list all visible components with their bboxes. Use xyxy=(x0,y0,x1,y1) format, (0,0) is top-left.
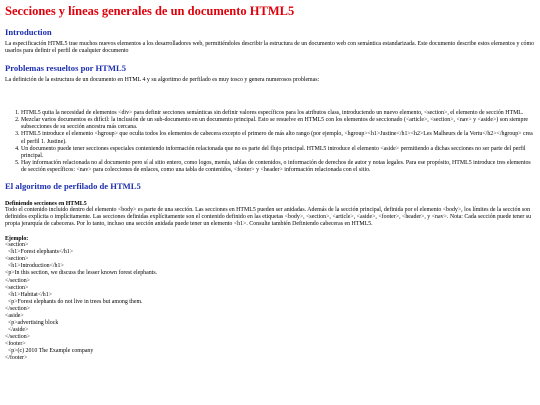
page-title: Secciones y líneas generales de un documento HTML5 xyxy=(5,4,295,18)
intro-section xyxy=(5,27,535,55)
algorithm-section xyxy=(5,181,535,363)
list-item: 2. Mezclar varios documentos es difícil: la inclusión de un sub-documento en un documento principal. Esto se resuelve en HTML5 con los elementos de seccionado (<article>, <section>, <nav> y <aside>) son siempre subsecciones de su sección ancestra más cercana. xyxy=(21,117,535,131)
example-heading: Ejemplo: xyxy=(5,236,29,243)
problems-intro-paragraph: La definición de la estructura de un documento en HTML 4 y su algoritmo de perfilado es muy tosco y genera numerosos problemas: xyxy=(5,77,320,84)
problems-section xyxy=(5,63,535,174)
spacer xyxy=(5,92,535,110)
list-item: 5. Hay información relacionada no al documento pero sí al sitio entero, como logos, menús, tablas de contenidos, o información de derechos de autor y notas legales. Para ese propósito, HTML5 introduce tres elementos de sección específicos: <nav> para colecciones de enlaces, como una tabla de contenidos, <footer> y <header> información relacionada con el sitio. xyxy=(21,160,535,174)
problems-heading: Problemas resueltos por HTML5 xyxy=(5,63,127,74)
definition-heading: Definiendo secciones en HTML5 xyxy=(5,200,87,207)
intro-paragraph: La especificación HTML5 trae muchos nuevos elementos a los desarrolladores web, permitiéndoles describir la estructura de un documento web con semántica estandarizada. Este documento describe estos elementos y cómo usarlos para definir el perfil de cualquier documento xyxy=(5,41,534,55)
list-item: 4. Un documento puede tener secciones especiales conteniendo información relacionada que no es parte del flujo principal. HTML5 introduce el elemento <aside> permitiendo a dichas secciones no ser parte del perfil principal. xyxy=(21,146,535,160)
list-item: 1. HTML5 quita la necesidad de elementos <div> para definir secciones semánticas sin definir valores específicos para los atributos class, introduciendo un nuevo elemento, <section>, el elemento de sección HTML. xyxy=(21,110,535,117)
list-item: 3. HTML5 introduce el elemento <hgroup> que oculta todos los elementos de cabecera excepto el primero de más alto rango (por ejemplo, <hgroup><h1>Justine</h1><h2>Les Malheurs de la Vertu</h2></hgroup> crea el perfil 1. Justine). xyxy=(21,131,535,145)
intro-heading: Introduction xyxy=(5,27,52,37)
algorithm-heading: El algoritmo de perfilado de HTML5 xyxy=(5,180,141,191)
definition-paragraph: Todo el contenido incluido dentro del elemento <body> es parte de una sección. Las secciones en HTML5 pueden ser anidadas. Además de la sección principal, definida por el elemento <body>, los límites de la sección son definidos explícita o implícitamente. Las secciones definidas explícitamente son el contenido definido en las etiquetas <body>, <section>, <article>, <aside>, <footer>, <header>, y <nav>. Nota: Cada sección puede tener su propia jerarquía de cabeceras. Por lo tanto, incluso una sección anidada puede tener un elemento <h1>. Consulte también Definiendo cabeceras en HTML5. xyxy=(5,206,532,228)
problems-list xyxy=(5,110,535,174)
example-code-block: <section> <h1>Forest elephants</h1> <section> <h1>Introduction</h1> <p>In this section, we discuss the lesser known forest elephants. </section> <section> <h1>Habitat</h1> <p>Forest elephants do not live in trees but among them. </section> <aside> <p>advertising block </aside> </section> <footer> <p>(c) 2010 The Example company </footer> xyxy=(5,242,158,362)
